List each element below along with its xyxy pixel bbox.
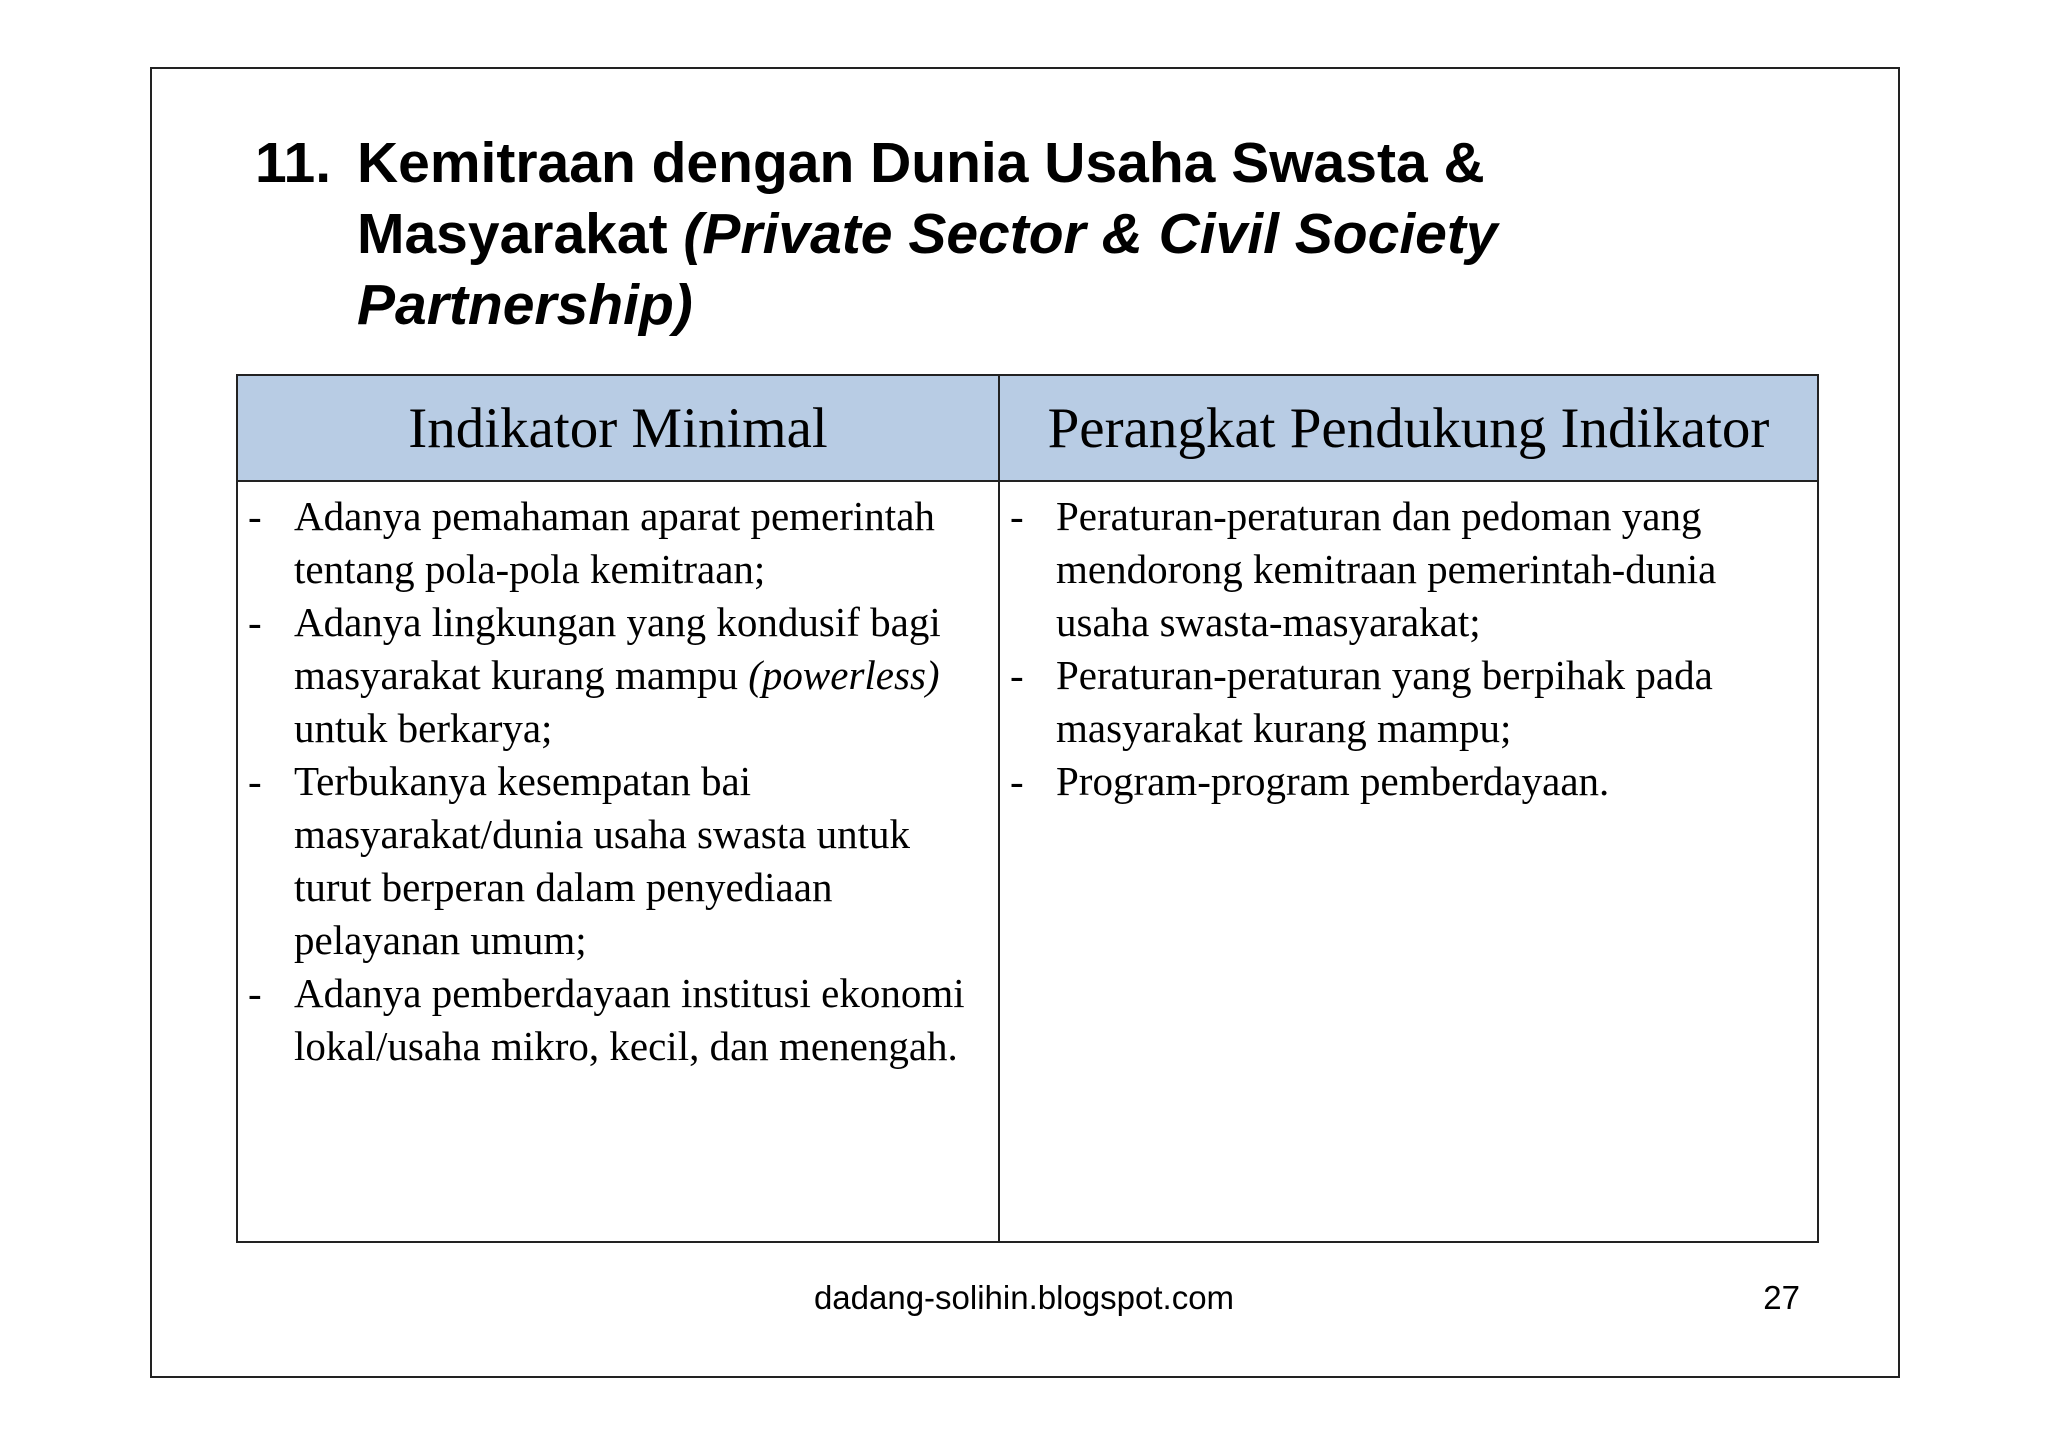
title-text <box>357 128 1655 341</box>
item-text: Adanya lingkungan yang kondusif bagi masyarakat kurang mampu <box>294 599 941 698</box>
title-line-3-italic: Partnership) <box>357 273 693 337</box>
title-line-2-italic: (Private Sector & Civil Society <box>683 202 1498 266</box>
dash-bullet: - <box>248 970 262 1016</box>
title-number: 11. <box>255 131 332 195</box>
list-indikator-minimal <box>238 482 998 1073</box>
item-text: Program-program pemberdayaan. <box>1056 758 1610 804</box>
dash-bullet: - <box>1010 758 1024 804</box>
dash-bullet: - <box>248 599 262 645</box>
item-text: Terbukanya kesempatan bai masyarakat/dunia usaha swasta untuk turut berperan dalam penyediaan pelayanan umum; <box>294 758 910 963</box>
dash-bullet: - <box>1010 493 1024 539</box>
indicator-table <box>236 374 1819 1243</box>
cell-indikator-minimal <box>237 481 999 1242</box>
dash-bullet: - <box>248 758 262 804</box>
item-text: Adanya pemberdayaan institusi ekonomi lokal/usaha mikro, kecil, dan menengah. <box>294 970 965 1069</box>
list-item <box>248 596 988 755</box>
title-line-1: Kemitraan dengan Dunia Usaha Swasta & <box>357 131 1485 195</box>
list-item <box>1010 755 1807 808</box>
header-indikator-minimal: Indikator Minimal <box>237 375 999 481</box>
cell-perangkat-pendukung <box>999 481 1818 1242</box>
header-perangkat-pendukung: Perangkat Pendukung Indikator <box>999 375 1818 481</box>
item-text-italic: (powerless) <box>748 652 940 698</box>
item-text: Peraturan-peraturan dan pedoman yang mendorong kemitraan pemerintah-dunia usaha swasta-masyarakat; <box>1056 493 1717 645</box>
footer-url: dadang-solihin.blogspot.com <box>813 1279 1235 1316</box>
dash-bullet: - <box>1010 652 1024 698</box>
slide-title <box>255 128 1655 341</box>
list-item <box>248 967 988 1073</box>
dash-bullet: - <box>248 493 262 539</box>
title-line-2-plain: Masyarakat <box>357 202 684 266</box>
item-text: Adanya pemahaman aparat pemerintah tentang pola-pola kemitraan; <box>294 493 935 592</box>
list-item <box>1010 649 1807 755</box>
page-number: 27 <box>1763 1279 1800 1316</box>
table-body-row <box>237 481 1818 1242</box>
list-perangkat-pendukung <box>1000 482 1817 808</box>
item-text-after: untuk berkarya; <box>294 705 553 751</box>
list-item <box>248 490 988 596</box>
table-header-row <box>237 375 1818 481</box>
list-item <box>248 755 988 967</box>
item-text: Peraturan-peraturan yang berpihak pada masyarakat kurang mampu; <box>1056 652 1713 751</box>
list-item <box>1010 490 1807 649</box>
